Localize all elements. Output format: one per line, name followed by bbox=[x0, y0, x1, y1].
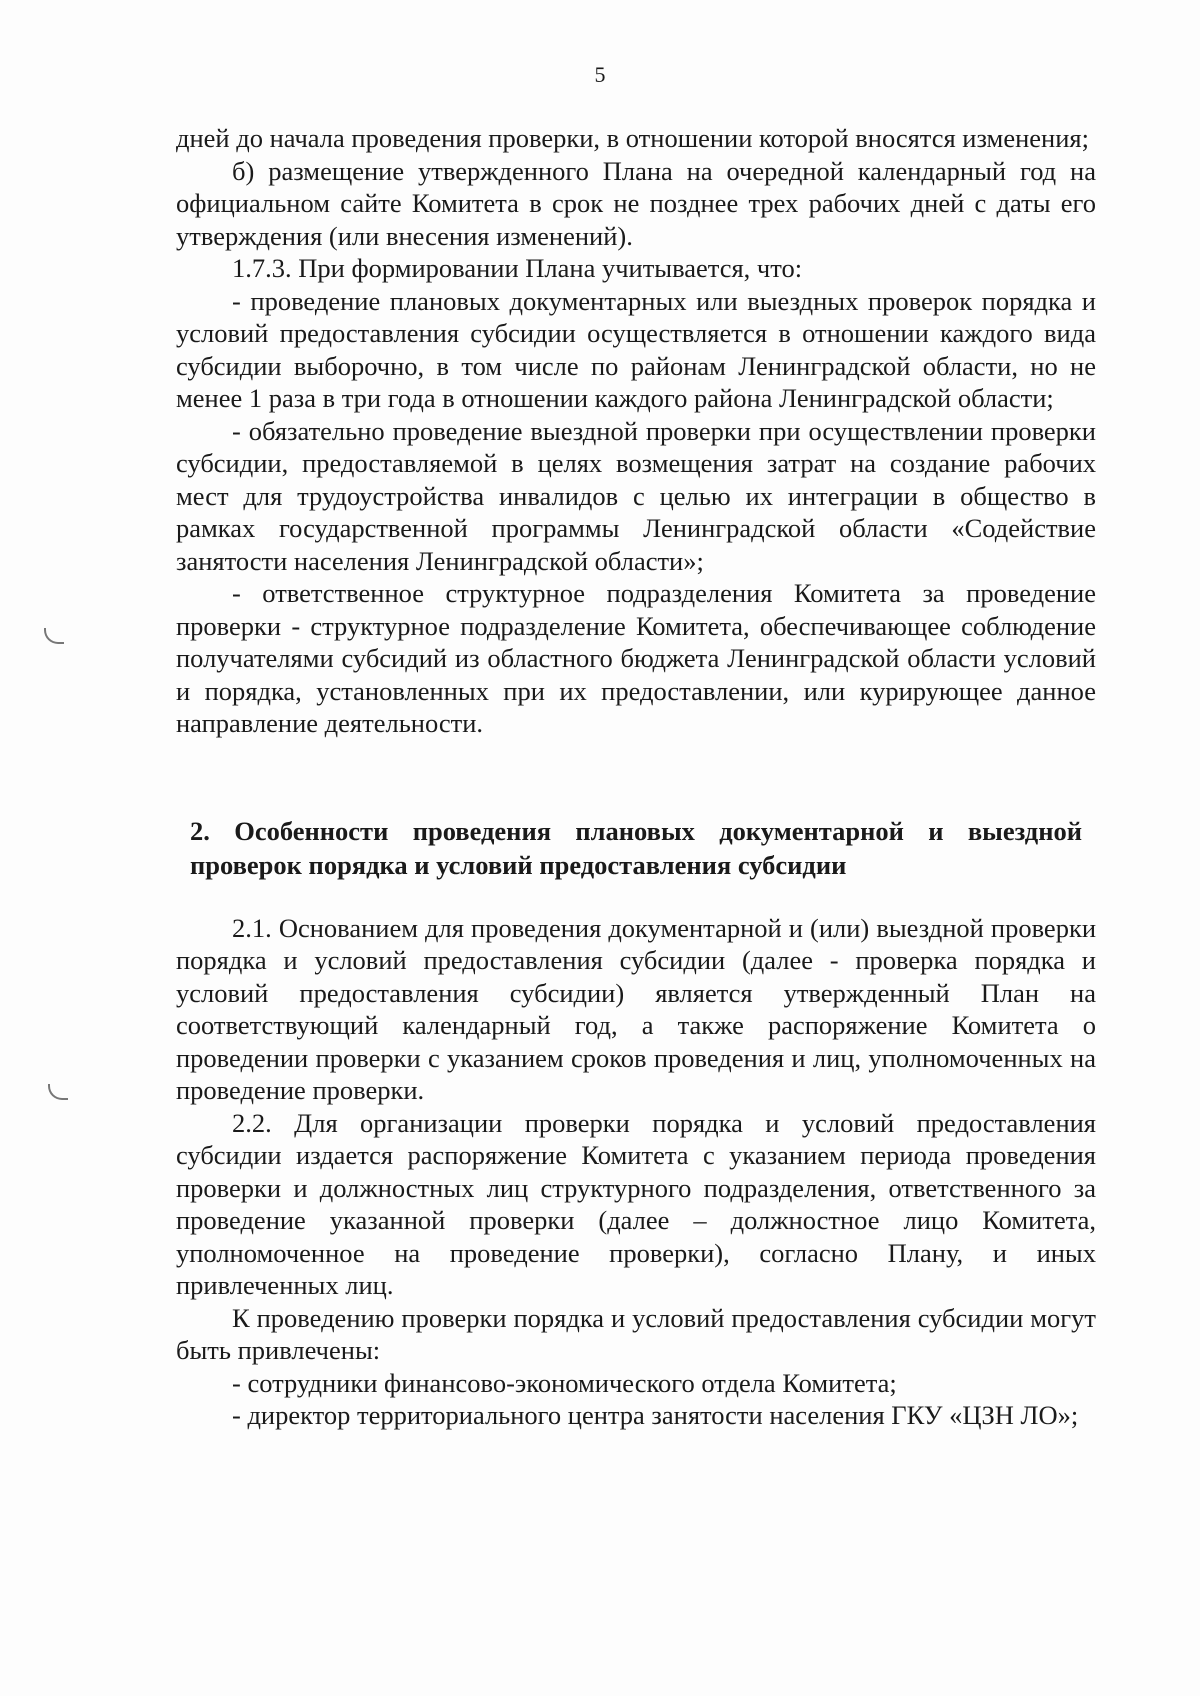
spacer bbox=[176, 882, 1096, 912]
paragraph: 2.1. Основанием для проведения документарной и (или) выездной проверки порядка и условий предоставления субсидии (далее - проверка порядка и условий предоставления субсидии) является утвержденный План на соответствующий календарный год, а также распоряжение Комитета о проведении проверки с указанием сроков проведения и лиц, уполномоченных на проведение проверки. bbox=[176, 912, 1096, 1105]
list-item: - ответственное структурное подразделения Комитета за проведение проверки - структурное подразделение Комитета, обеспечивающее соблюдение получателями субсидий из областного бюджета Ленинградской области условий и порядка, установленных при их предоставлении, или курирующее данное направление деятельности. bbox=[176, 578, 1096, 738]
spacer bbox=[176, 740, 1096, 814]
scan-margin-mark bbox=[44, 628, 64, 644]
list-item: - обязательно проведение выездной проверки при осуществлении проверки субсидии, предоставляемой в целях возмещения затрат на создание рабочих мест для трудоустройства инвалидов с целью их интеграции в общество в рамках государственной программы Ленинградской области «Содействие занятости населения Ленинградской области»; bbox=[176, 415, 1096, 576]
document-body bbox=[176, 122, 1096, 1432]
list-item: - директор территориального центра занятости населения ГКУ «ЦЗН ЛО»; bbox=[232, 1400, 1079, 1430]
paragraph: К проведению проверки порядка и условий предоставления субсидии могут быть привлечены: bbox=[176, 1302, 1096, 1365]
list-item: - проведение плановых документарных или выездных проверок порядка и условий предоставления субсидии осуществляется в отношении каждого вида субсидии выборочно, в том числе по районам Ленинградской области, но не менее 1 раза в три года в отношении каждого района Ленинградской области; bbox=[176, 285, 1096, 413]
paragraph: дней до начала проведения проверки, в отношении которой вносятся изменения; bbox=[176, 123, 1089, 153]
paragraph: б) размещение утвержденного Плана на очередной календарный год на официальном сайте Комитета в срок не позднее трех рабочих дней с даты его утверждения (или внесения изменений). bbox=[176, 155, 1096, 251]
paragraph: 2.2. Для организации проверки порядка и условий предоставления субсидии издается распоряжение Комитета с указанием периода проведения проверки и должностных лиц структурного подразделения, ответственного за проведение указанной проверки (далее – должностное лицо Комитета, уполномоченное на проведение проверки), согласно Плану, и иных привлеченных лиц. bbox=[176, 1107, 1096, 1300]
scan-margin-mark bbox=[48, 1084, 68, 1100]
page-number: 5 bbox=[594, 62, 606, 87]
list-item: - сотрудники финансово-экономического отдела Комитета; bbox=[232, 1367, 897, 1398]
section-heading: 2. Особенности проведения плановых документарной и выездной проверок порядка и условий предоставления субсидии bbox=[190, 815, 1082, 880]
paragraph: 1.7.3. При формировании Плана учитывается, что: bbox=[232, 253, 803, 283]
